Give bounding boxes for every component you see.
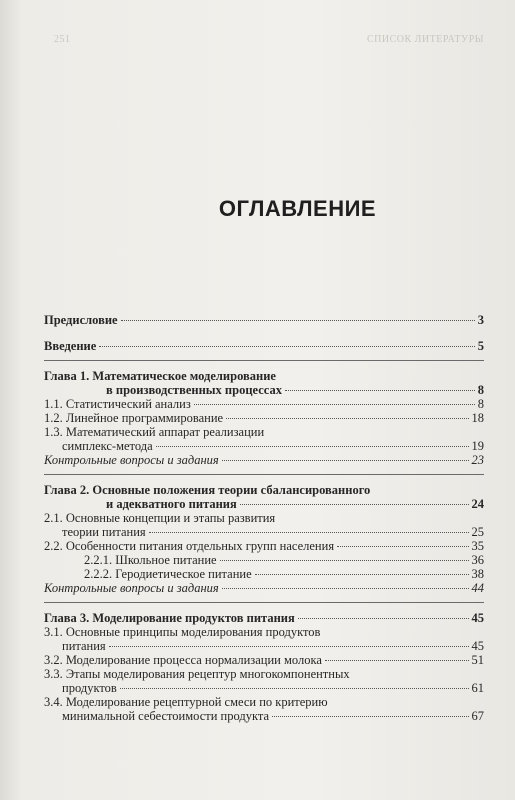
toc-page: 51: [471, 653, 484, 667]
toc-page: 35: [471, 539, 484, 553]
toc-page: 44: [471, 581, 484, 595]
toc-page: 24: [471, 497, 484, 511]
toc-entry-chapter-1[interactable]: [44, 369, 484, 397]
leader-dots: [109, 646, 469, 647]
divider: [44, 602, 484, 603]
toc-label: 3.2. Моделирование процесса нормализации молока: [44, 653, 322, 667]
toc-label: Контрольные вопросы и задания: [44, 581, 219, 595]
toc-page: 8: [477, 383, 484, 397]
toc-label: 1.2. Линейное программирование: [44, 411, 224, 425]
chapter-heading-line2: в производственных процессах: [106, 383, 282, 397]
toc-page: 67: [471, 709, 484, 723]
toc-page: 45: [471, 611, 484, 625]
toc-page: 18: [471, 411, 484, 425]
toc-label-line2: минимальной себестоимости продукта: [62, 709, 270, 723]
toc-entry-3-4[interactable]: [44, 695, 484, 723]
toc-label: 2.2.1. Школьное питание: [84, 553, 217, 567]
toc-label-line1: 3.1. Основные принципы моделирования продуктов: [44, 625, 321, 639]
leader-dots: [220, 560, 469, 561]
leader-dots: [272, 716, 468, 717]
toc-label-line1: 2.1. Основные концепции и этапы развития: [44, 511, 276, 525]
chapter-heading-line1: Глава 2. Основные положения теории сбалансированного: [44, 483, 371, 497]
toc-entry-chapter-2[interactable]: [44, 483, 484, 511]
toc-entry-2-1[interactable]: [44, 511, 484, 539]
toc-entry-chapter-3[interactable]: [44, 611, 484, 625]
leader-dots: [226, 418, 468, 419]
chapter-heading-line1: Глава 1. Математическое моделирование: [44, 369, 276, 383]
toc-label: Предисловие: [44, 313, 118, 327]
toc-page: 23: [471, 453, 484, 467]
running-head: [44, 34, 484, 50]
leader-dots: [298, 618, 469, 619]
toc-entry-1-2[interactable]: [44, 411, 484, 425]
toc-label: 2.2. Особенности питания отдельных групп населения: [44, 539, 335, 553]
toc-label: Контрольные вопросы и задания: [44, 453, 219, 467]
leader-dots: [222, 460, 469, 461]
leader-dots: [255, 574, 469, 575]
leader-dots: [194, 404, 475, 405]
leader-dots: [149, 532, 469, 533]
toc-entry-1-3[interactable]: [44, 425, 484, 453]
toc-entry-3-2[interactable]: [44, 653, 484, 667]
toc-page: 45: [471, 639, 484, 653]
table-of-contents: [44, 313, 484, 723]
running-page-number: 251: [54, 34, 71, 45]
leader-dots: [325, 660, 469, 661]
toc-entry-2-2-2[interactable]: [44, 567, 484, 581]
toc-page: 36: [471, 553, 484, 567]
leader-dots: [121, 320, 475, 321]
leader-dots: [120, 688, 469, 689]
toc-entry-2-2-1[interactable]: [44, 553, 484, 567]
toc-entry-ch1-questions[interactable]: [44, 453, 484, 467]
toc-entry-2-2[interactable]: [44, 539, 484, 553]
divider: [44, 474, 484, 475]
toc-entry-ch2-questions[interactable]: [44, 581, 484, 595]
toc-page: 8: [477, 397, 484, 411]
toc-label-line1: 1.3. Математический аппарат реализации: [44, 425, 265, 439]
toc-page: 5: [477, 339, 484, 353]
toc-page: 61: [471, 681, 484, 695]
toc-label-line2: теории питания: [62, 525, 146, 539]
toc-page: 25: [471, 525, 484, 539]
toc-entry-preface[interactable]: [44, 313, 484, 327]
toc-entry-3-1[interactable]: [44, 625, 484, 653]
leader-dots: [99, 346, 474, 347]
leader-dots: [156, 446, 469, 447]
divider: [44, 360, 484, 361]
running-title: СПИСОК ЛИТЕРАТУРЫ: [367, 34, 484, 45]
toc-label-line2: питания: [62, 639, 106, 653]
leader-dots: [285, 390, 475, 391]
toc-label-line1: 3.4. Моделирование рецептурной смеси по критерию: [44, 695, 328, 709]
toc-label: Введение: [44, 339, 97, 353]
page-title: ОГЛАВЛЕНИЕ: [218, 196, 377, 221]
toc-page: 3: [477, 313, 484, 327]
toc-label-line2: симплекс-метода: [62, 439, 153, 453]
leader-dots: [337, 546, 468, 547]
toc-label-line1: 3.3. Этапы моделирования рецептур многокомпонентных: [44, 667, 350, 681]
leader-dots: [240, 504, 469, 505]
toc-label: 2.2.2. Геродиетическое питание: [84, 567, 252, 581]
toc-page: 38: [471, 567, 484, 581]
toc-label-line2: продуктов: [62, 681, 117, 695]
toc-entry-intro[interactable]: [44, 339, 484, 353]
toc-page: 19: [471, 439, 484, 453]
leader-dots: [222, 588, 469, 589]
toc-label: 1.1. Статистический анализ: [44, 397, 191, 411]
toc-entry-3-3[interactable]: [44, 667, 484, 695]
toc-entry-1-1[interactable]: [44, 397, 484, 411]
chapter-heading-line2: и адекватного питания: [106, 497, 237, 511]
chapter-heading: Глава 3. Моделирование продуктов питания: [44, 611, 295, 625]
